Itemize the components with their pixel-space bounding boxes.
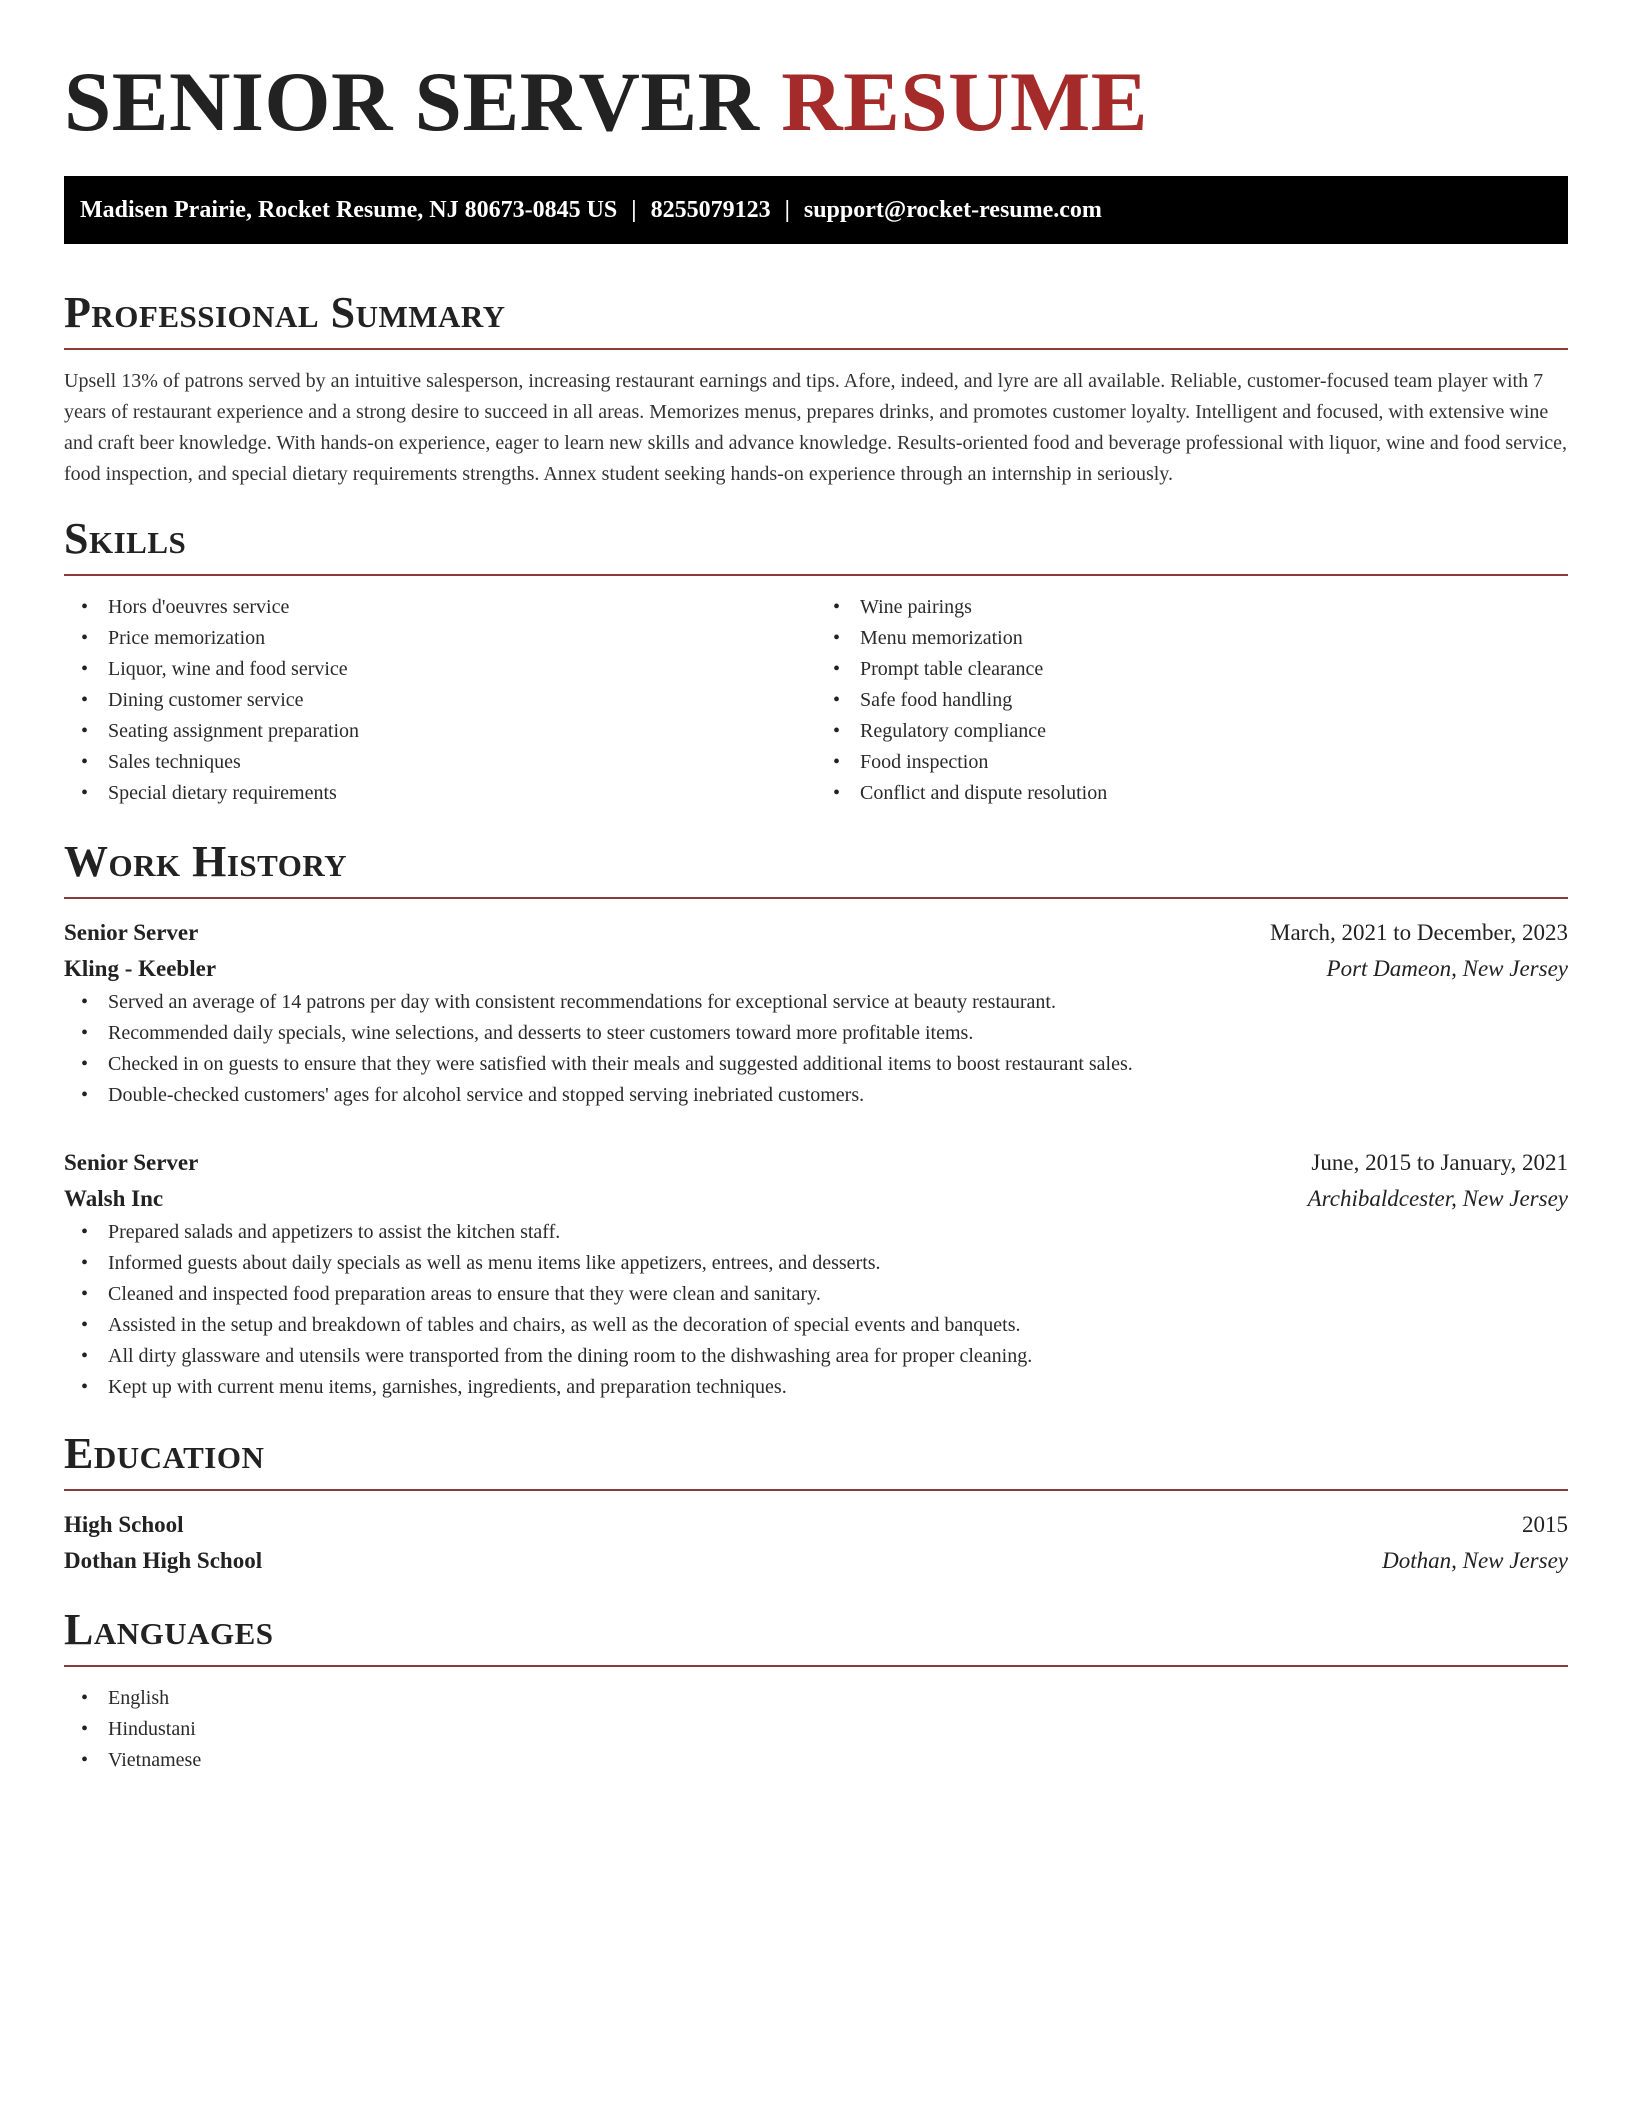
job-duties-list (64, 1217, 1568, 1403)
skill-item: • Dining customer service (64, 685, 816, 716)
education-heading: Education (64, 1429, 265, 1478)
skill-item: • Food inspection (816, 747, 1568, 778)
job-location: Archibaldcester, New Jersey (1307, 1186, 1568, 1211)
education-section (64, 1427, 1568, 1579)
contact-address: Madisen Prairie, Rocket Resume, NJ 80673-0845 US (80, 197, 618, 223)
job-title: Senior Server (64, 920, 199, 945)
skill-item: • Regulatory compliance (816, 716, 1568, 747)
section-divider (64, 897, 1568, 899)
summary-heading: Professional Summary (64, 288, 506, 337)
skill-item: • Conflict and dispute resolution (816, 778, 1568, 809)
skill-item: • Seating assignment preparation (64, 716, 816, 747)
job-entry (64, 1145, 1568, 1403)
job-duty: • Cleaned and inspected food preparation areas to ensure that they were clean and sanitary. (64, 1279, 1568, 1310)
job-duty: • Assisted in the setup and breakdown of tables and chairs, as well as the decoration of special events and banquets. (64, 1310, 1568, 1341)
skill-item: • Liquor, wine and food service (64, 654, 816, 685)
title-accent: RESUME (781, 55, 1148, 149)
section-divider (64, 1489, 1568, 1491)
job-company: Walsh Inc (64, 1186, 164, 1211)
education-school: Dothan High School (64, 1548, 263, 1573)
contact-email: support@rocket-resume.com (803, 197, 1102, 223)
job-location: Port Dameon, New Jersey (1326, 956, 1568, 981)
title-main: SENIOR SERVER (64, 55, 760, 149)
education-year: 2015 (1522, 1512, 1568, 1537)
languages-heading: Languages (64, 1605, 274, 1654)
job-company-row (64, 1181, 1568, 1217)
work-history-section (64, 835, 1568, 1403)
skills-grid (64, 592, 1568, 809)
skill-item: • Safe food handling (816, 685, 1568, 716)
job-header-row (64, 1145, 1568, 1181)
section-divider (64, 574, 1568, 576)
job-duties-list (64, 987, 1568, 1111)
job-duty: • Kept up with current menu items, garnishes, ingredients, and preparation techniques. (64, 1372, 1568, 1403)
job-header-row (64, 915, 1568, 951)
skills-list-left (64, 592, 816, 809)
contact-phone: 8255079123 (650, 197, 771, 223)
skill-item: • Hors d'oeuvres service (64, 592, 816, 623)
summary-text: Upsell 13% of patrons served by an intuitive salesperson, increasing restaurant earnings and tips. Afore, indeed, and lyre are all available. Reliable, customer-focused team player with 7 years of restaurant experience and a strong desire to succeed in all areas. Memorizes menus, prepares drinks, and promotes customer loyalty. Intelligent and focused, with extensive wine and craft beer knowledge. With hands-on experience, eager to learn new skills and advance knowledge. Results-oriented food and beverage professional with liquor, wine and food service, food inspection, and special dietary requirements strengths. Annex student seeking hands-on experience through an internship in seriously. (64, 370, 1568, 485)
skill-item: • Price memorization (64, 623, 816, 654)
skills-heading: Skills (64, 514, 187, 563)
skills-section (64, 512, 1568, 809)
summary-section (64, 286, 1568, 490)
education-location: Dothan, New Jersey (1382, 1548, 1568, 1573)
education-degree: High School (64, 1512, 184, 1537)
job-company-row (64, 951, 1568, 987)
language-item: • Vietnamese (64, 1745, 1568, 1776)
job-entry (64, 915, 1568, 1111)
job-duty: • Served an average of 14 patrons per day with consistent recommendations for exceptional service at beauty restaurant. (64, 987, 1568, 1018)
education-header-row (64, 1507, 1568, 1543)
job-title: Senior Server (64, 1150, 199, 1175)
contact-separator: | (631, 197, 637, 223)
education-entry (64, 1507, 1568, 1579)
skill-item: • Menu memorization (816, 623, 1568, 654)
job-duty: • Double-checked customers' ages for alcohol service and stopped serving inebriated customers. (64, 1080, 1568, 1111)
section-divider (64, 348, 1568, 350)
skills-list-right (816, 592, 1568, 809)
job-company: Kling - Keebler (64, 956, 217, 981)
job-duty: • Recommended daily specials, wine selections, and desserts to steer customers toward more profitable items. (64, 1018, 1568, 1049)
resume-title (64, 52, 1568, 152)
job-dates: March, 2021 to December, 2023 (1270, 920, 1568, 945)
job-dates: June, 2015 to January, 2021 (1311, 1150, 1568, 1175)
section-divider (64, 1665, 1568, 1667)
education-school-row (64, 1543, 1568, 1579)
job-duty: • Prepared salads and appetizers to assist the kitchen staff. (64, 1217, 1568, 1248)
skill-item: • Sales techniques (64, 747, 816, 778)
language-item: • Hindustani (64, 1714, 1568, 1745)
skill-item: • Prompt table clearance (816, 654, 1568, 685)
contact-separator: | (784, 197, 790, 223)
job-duty: • All dirty glassware and utensils were transported from the dining room to the dishwashing area for proper cleaning. (64, 1341, 1568, 1372)
skill-item: • Special dietary requirements (64, 778, 816, 809)
contact-bar (64, 176, 1568, 244)
language-item: • English (64, 1683, 1568, 1714)
languages-section (64, 1603, 1568, 1776)
work-history-heading: Work History (64, 837, 348, 886)
job-duty: • Informed guests about daily specials as well as menu items like appetizers, entrees, and desserts. (64, 1248, 1568, 1279)
skill-item: • Wine pairings (816, 592, 1568, 623)
languages-list (64, 1683, 1568, 1776)
job-duty: • Checked in on guests to ensure that they were satisfied with their meals and suggested additional items to boost restaurant sales. (64, 1049, 1568, 1080)
